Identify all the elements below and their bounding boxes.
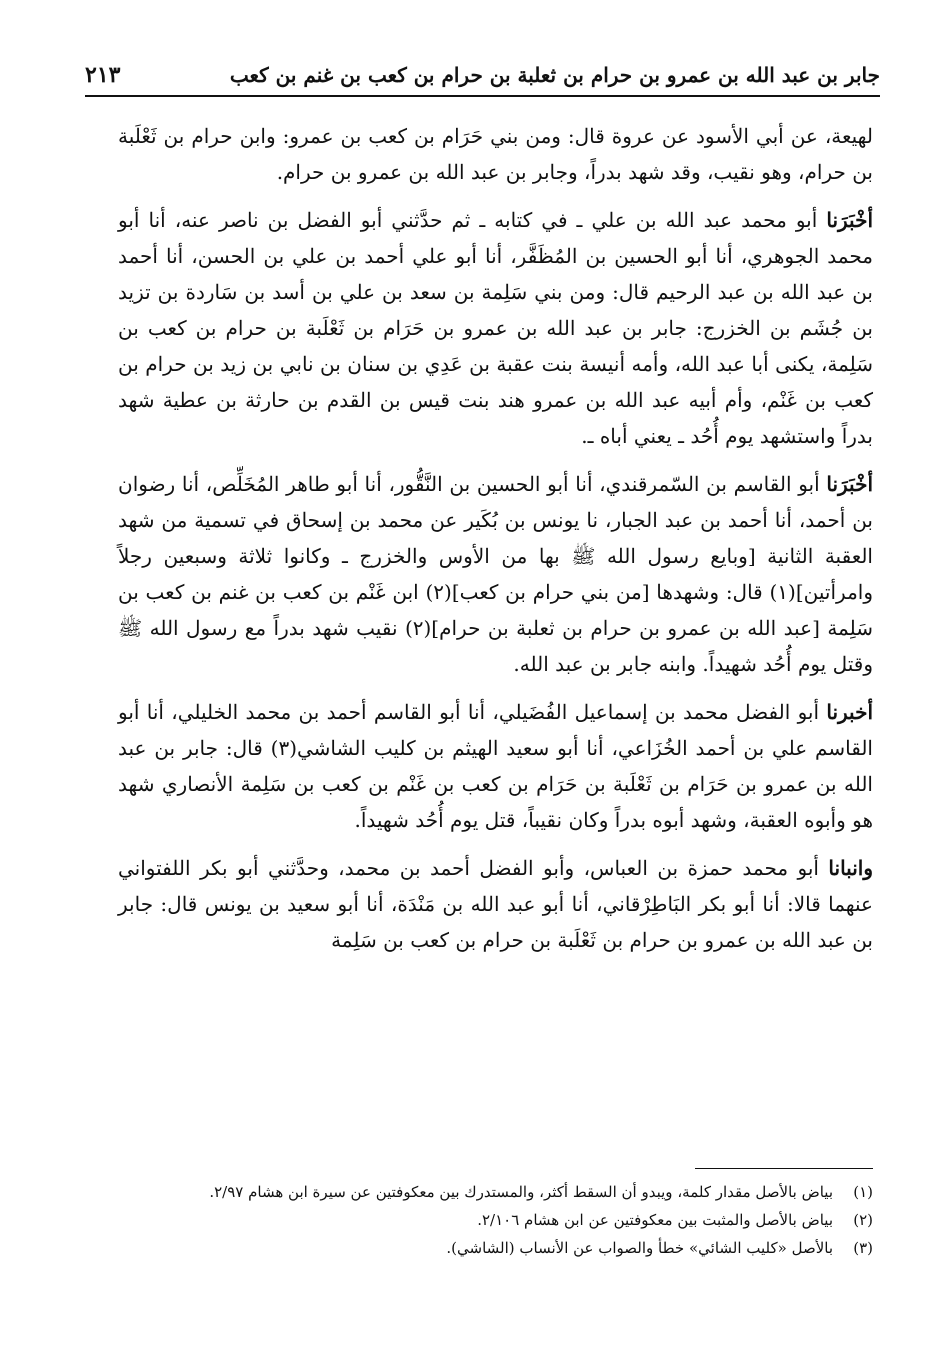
paragraph-lead: أخْبَرَنا	[826, 472, 873, 496]
paragraph-lead: أخْبَرَنا	[826, 208, 873, 232]
paragraph	[118, 202, 873, 454]
paragraph	[118, 118, 873, 190]
paragraph	[118, 850, 873, 958]
paragraph	[118, 694, 873, 838]
footnote	[118, 1178, 873, 1206]
body-text	[118, 118, 873, 970]
page-number: ٢١٣	[85, 62, 121, 88]
footnote-number: (٢)	[853, 1211, 873, 1229]
footnote-number: (١)	[853, 1183, 873, 1201]
paragraph-text: أبو محمد عبد الله بن علي ـ في كتابه ـ ثم حدَّثني أبو الفضل بن ناصر عنه، أنا أبو محمد الجوهري، أنا أبو الحسين بن المُظَفَّر، أنا أبو علي أحمد بن علي بن الحسن، أنا أحمد بن عبد الله بن عبد الرحيم قال: ومن بني سَلِمة بن سعد بن علي بن أسد بن سَاردة بن تزيد بن جُشَم بن الخزرج: جابر بن عبد الله بن عمرو بن حَرَام بن ثَعْلَبة بن حرام بن كعب بن سَلِمة، يكنى أبا عبد الله، وأمه أنيسة بنت عقبة بن عَدِي بن سنان بن نابي بن زيد بن حرام بن كعب بن غَنْم، وأم أبيه عبد الله بن عمرو هند بنت قيس بن القدم بن حارثة بن عطية شهد بدراً واستشهد يوم أُحُد ـ يعني أباه ـ.	[118, 208, 874, 448]
footnote	[118, 1206, 873, 1234]
paragraph-text: لهيعة، عن أبي الأسود عن عروة قال: ومن بني حَرَام بن كعب بن عمرو: وابن حرام بن ثَعْلَبة بن حرام، وهو نقيب، وقد شهد بدراً، وجابر بن عبد الله بن عمرو بن حرام.	[118, 124, 873, 184]
footnote-text: بياض بالأصل والمثبت بين معكوفتين عن ابن هشام ٢/١٠٦.	[477, 1211, 833, 1229]
running-title: جابر بن عبد الله بن عمرو بن حرام بن ثعلبة بن حرام بن كعب بن غنم بن كعب	[229, 63, 880, 87]
footnote-text: بالأصل «كليب الشائي» خطأ والصواب عن الأنساب (الشاشي).	[446, 1239, 833, 1257]
footnote-divider	[695, 1168, 873, 1169]
footnote	[118, 1234, 873, 1262]
footnote-text: بياض بالأصل مقدار كلمة، ويبدو أن السقط أكثر، والمستدرك بين معكوفتين عن سيرة ابن هشام ٢/٩٧.	[209, 1183, 833, 1201]
footnotes	[118, 1178, 873, 1262]
footnote-number: (٣)	[853, 1239, 873, 1257]
paragraph-text: أبو محمد حمزة بن العباس، وأبو الفضل أحمد بن محمد، وحدَّثني أبو بكر اللفتواني عنهما قالا: أنا أبو بكر البَاطِرْقاني، أنا أبو عبد الله بن مَنْدَة، أنا أبو سعيد بن يونس قال: جابر بن عبد الله بن عمرو بن حرام بن ثَعْلَبة بن حرام بن كعب بن سَلِمة	[118, 856, 873, 952]
paragraph-text: أبو القاسم بن السّمرقندي، أنا أبو الحسين بن النَّقُّور، أنا أبو طاهر المُخَلِّص، أنا رضوان بن أحمد، أنا أحمد بن عبد الجبار، نا يونس بن بُكَير عن محمد بن إسحاق في تسمية من شهد العقبة الثانية [وبايع رسول الله ﷺ بها من الأوس والخزرج ـ وكانوا ثلاثة وسبعين رجلاً وامرأتين](١) قال: وشهدها [من بني حرام بن كعب](٢) ابن غَنْم بن كعب بن غنم بن كعب بن سَلِمة [عبد الله بن عمرو بن حرام بن ثعلبة بن حرام](٢) نقيب شهد بدراً مع رسول الله ﷺ وقتل يوم أُحُد شهيداً. وابنه جابر بن عبد الله.	[118, 472, 873, 676]
running-header	[85, 55, 880, 97]
paragraph-lead: أخبرنا	[826, 700, 873, 724]
paragraph-lead: وانبانا	[828, 856, 873, 880]
paragraph-text: أبو الفضل محمد بن إسماعيل الفُضَيلي، أنا أبو القاسم أحمد بن محمد الخليلي، أنا أبو القاسم علي بن أحمد الخُزَاعي، أنا أبو سعيد الهيثم بن كليب الشاشي(٣) قال: جابر بن عبد الله بن عمرو بن حَرَام بن ثَعْلَبة بن حَرَام بن كعب بن غَنْم بن كعب بن سَلِمة الأنصاري شهد هو وأبوه العقبة، وشهد أبوه بدراً وكان نقيباً، قتل يوم أُحُد شهيداً.	[118, 700, 873, 832]
paragraph	[118, 466, 873, 682]
